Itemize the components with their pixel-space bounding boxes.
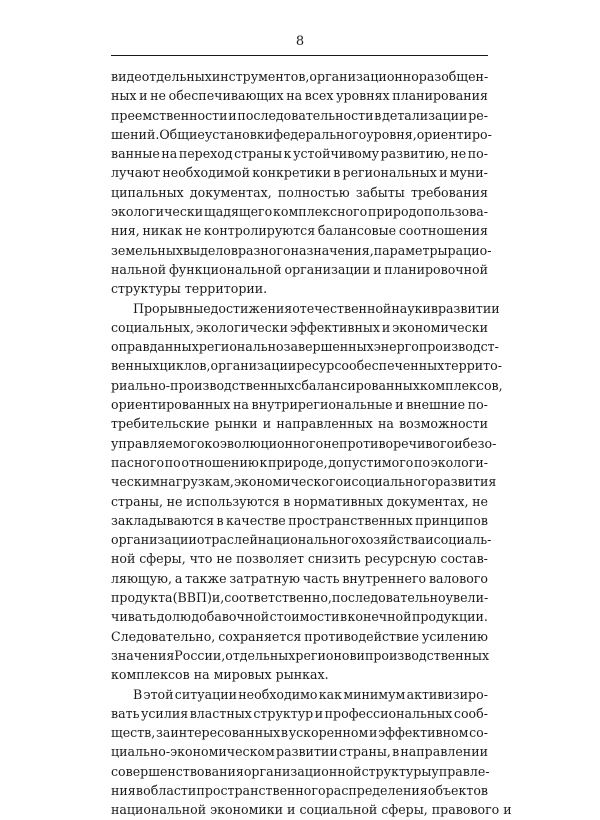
- text-line: ципальных документах, полностью забыты требования: [111, 184, 488, 200]
- text-line: структуры территории.: [111, 281, 268, 297]
- page-number: 8: [295, 34, 305, 49]
- text-line: оправданных регионально завершенных энергопроизводст-: [111, 339, 499, 355]
- text-line: Прорывные достижения отечественной науки в развитии: [133, 300, 500, 316]
- text-line: совершенствования организационной структуры управле-: [111, 763, 490, 779]
- text-line: экологически щадящего комплексного природопользова-: [111, 204, 488, 220]
- text-line: ния в области пространственного распределения объектов: [111, 782, 488, 798]
- text-line: ляющую, а также затратную часть внутреннего валового: [111, 570, 488, 586]
- text-line: нальной функциональной организации и планировочной: [111, 261, 488, 277]
- text-line: чивать долю добавочной стоимости в конечной продукции.: [111, 609, 488, 625]
- body-text: [111, 67, 512, 820]
- header-rule: [111, 55, 488, 56]
- text-line: пасного по отношению к природе, допустимого по экологи-: [111, 454, 488, 470]
- text-line: ческим нагрузкам, экономического и социального развития: [111, 474, 497, 490]
- text-line: В этой ситуации необходимо как минимум активизиро-: [133, 686, 488, 702]
- text-line: венных циклов, организации ресурсообеспеченных террито-: [111, 358, 502, 374]
- text-line: ния, никак не контролируются балансовые соотношения: [111, 223, 488, 239]
- text-line: виде отдельных инструментов, организационно разобщен-: [111, 69, 489, 84]
- text-line: вать усилия властных структур и профессиональных сооб-: [111, 705, 488, 721]
- text-line: риально-производственных сбалансированных комплексов,: [111, 377, 503, 393]
- text-line: лучают необходимой конкретики в региональных и муни-: [111, 165, 488, 181]
- text-line: ществ, заинтересованных в ускоренном и эффективном со-: [111, 725, 488, 741]
- text-line: социальных, экологически эффективных и экономически: [111, 319, 488, 335]
- text-line: требительские рынки и направленных на возможности: [111, 416, 488, 432]
- text-line: закладываются в качестве пространственных принципов: [111, 512, 488, 528]
- text-line: ванные на переход страны к устойчивому развитию, не по-: [111, 146, 488, 162]
- text-line: продукта (ВВП) и, соответственно, последовательно увели-: [111, 590, 489, 606]
- text-line: организации отраслей национального хозяйства и социаль-: [111, 532, 492, 548]
- text-line: комплексов на мировых рынках.: [111, 667, 329, 683]
- text-line: ных и не обеспечивающих на всех уровнях планирования: [111, 88, 488, 104]
- text-line: шений. Общие установки федерального уровня, ориентиро-: [111, 126, 492, 142]
- text-line: управляемого коэволюционного непротиворечивого и безо-: [111, 435, 497, 451]
- text-line: национальной экономики и социальной сферы, правового и: [111, 802, 512, 818]
- text-line: земельных выделов разного назначения, параметры рацио-: [111, 242, 492, 258]
- text-line: преемственности и последовательности в детализации ре-: [111, 107, 488, 123]
- text-line: ориентированных на внутрирегиональные и внешние по-: [111, 397, 488, 413]
- text-line: страны, не используются в нормативных документах, не: [111, 493, 488, 509]
- text-line: значения России, отдельных регионов и производственных: [111, 647, 490, 663]
- text-line: циально-экономическом развитии страны, в направлении: [111, 744, 488, 760]
- text-line: ной сферы, что не позволяет снизить ресурсную состав-: [111, 551, 488, 567]
- text-line: Следовательно, сохраняется противодействие усилению: [111, 628, 488, 644]
